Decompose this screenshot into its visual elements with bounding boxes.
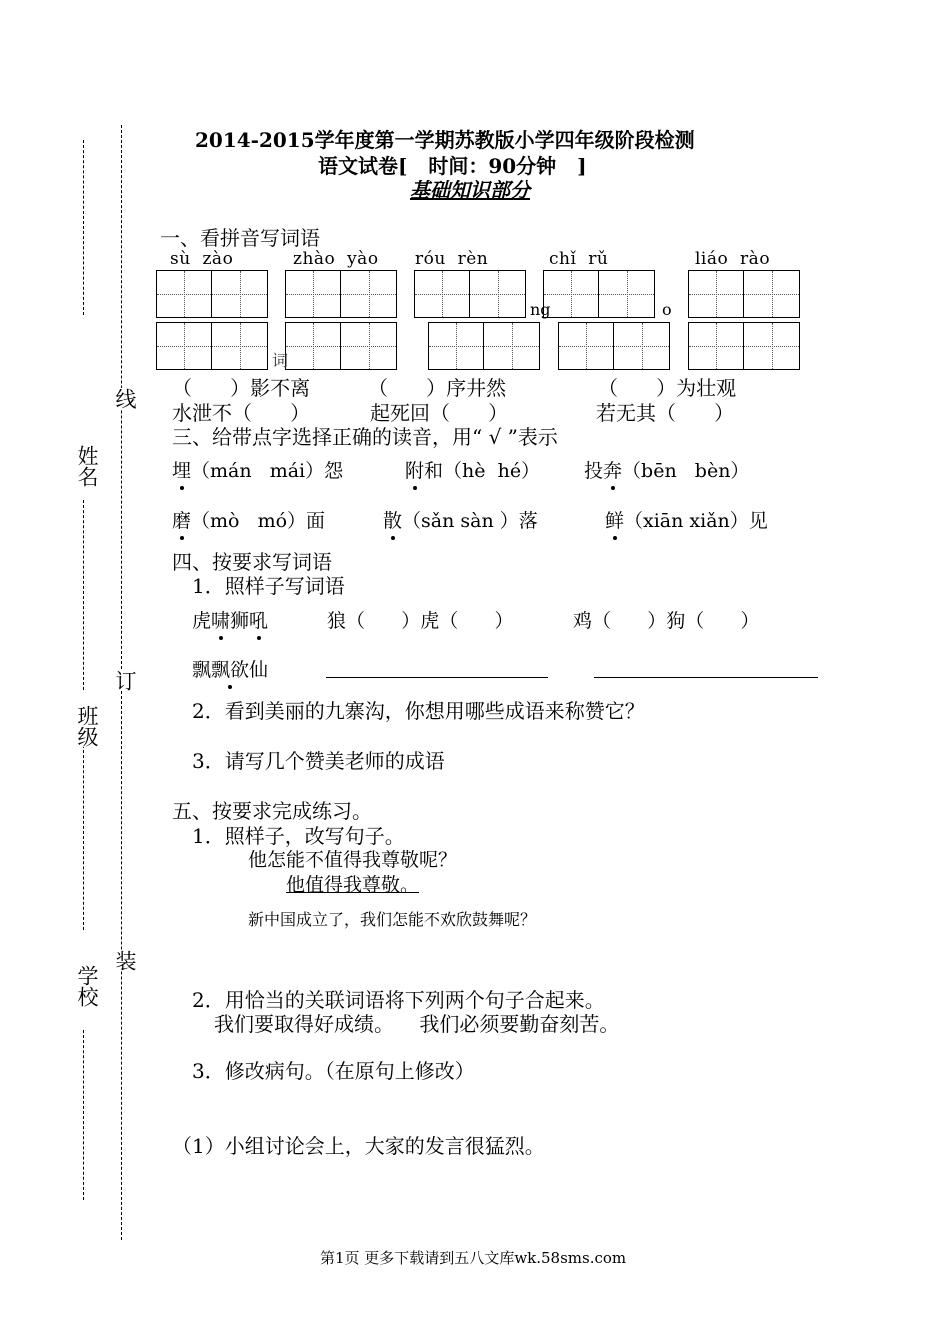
q5-sub2: 2．用恰当的关联词语将下列两个句子合起来。 xyxy=(192,988,605,1012)
q5-task: 新中国成立了，我们怎能不欢欣鼓舞呢？ xyxy=(248,910,537,929)
dotted-char: 埋 xyxy=(172,456,191,483)
dotted-char: 磨 xyxy=(172,506,191,533)
school-label: 学校 xyxy=(72,965,102,1007)
q5-example-answer: 他值得我尊敬。 xyxy=(286,874,420,896)
q3-item: 散（sǎn sàn ）落 xyxy=(383,506,538,533)
q2-item: （ ）序井然 xyxy=(368,376,507,400)
section-heading: 基础知识部分 xyxy=(410,178,530,202)
writing-grid[interactable] xyxy=(688,270,800,318)
q4-sub1: 1．照样子写词语 xyxy=(192,574,345,598)
binding-zhuang-char: 装 xyxy=(110,950,140,971)
q3-item: 鲜（xiān xiǎn）见 xyxy=(605,506,768,533)
q4-example2: 飘飘欲仙 xyxy=(192,655,268,682)
q5-sub1: 1．照样子，改写句子。 xyxy=(192,824,405,848)
q5-sub3: 3．修改病句。（在原句上修改） xyxy=(192,1059,475,1083)
answer-line[interactable] xyxy=(594,677,818,678)
dotted-char: 鲜 xyxy=(605,506,624,533)
writing-grid[interactable] xyxy=(543,270,655,318)
q4-heading: 四、按要求写词语 xyxy=(172,550,332,574)
q4-blank-2: 鸡（ ）狗（ ） xyxy=(573,610,760,632)
stray-text: ng xyxy=(530,300,551,319)
q1-pinyin-3: róu rèn xyxy=(415,249,489,269)
dotted-char: 散 xyxy=(383,506,402,533)
answer-line[interactable] xyxy=(326,677,548,678)
binding-dashed-line-left xyxy=(83,1030,84,1200)
q5-heading: 五、按要求完成练习。 xyxy=(172,799,372,823)
binding-dashed-line-left xyxy=(83,140,84,315)
q1-pinyin-2: zhào yào xyxy=(293,249,379,269)
name-label: 姓名 xyxy=(72,445,102,487)
q5-example-question: 他怎能不值得我尊敬呢？ xyxy=(248,849,458,871)
writing-grid[interactable] xyxy=(285,322,397,370)
page-footer: 第1页 更多下载请到五八文库wk.58sms.com xyxy=(320,1249,627,1267)
class-label: 班级 xyxy=(72,705,102,747)
q1-heading: 一、看拼音写词语 xyxy=(160,226,320,250)
q1-pinyin-1: sù zào xyxy=(170,249,234,269)
q3-item: 磨（mò mó）面 xyxy=(172,506,325,533)
dotted-char: 附 xyxy=(405,456,424,483)
writing-grid[interactable] xyxy=(285,270,397,318)
q3-item: 附和（hè hé） xyxy=(405,456,540,483)
dotted-char: 奔 xyxy=(603,456,622,483)
writing-grid[interactable] xyxy=(428,322,540,370)
q2-item: 若无其（ ） xyxy=(596,401,735,425)
binding-dashed-line-left xyxy=(83,500,84,690)
q1-pinyin-5: liáo rào xyxy=(695,249,771,269)
writing-grid[interactable] xyxy=(156,322,268,370)
writing-grid[interactable] xyxy=(414,270,526,318)
q5-sub3-item1: （1）小组讨论会上，大家的发言很猛烈。 xyxy=(172,1134,545,1158)
writing-grid[interactable] xyxy=(558,322,670,370)
q4-blank-1: 狼（ ）虎（ ） xyxy=(327,610,514,632)
q4-example1: 虎啸狮吼 xyxy=(192,606,268,633)
binding-dashed-line-left xyxy=(83,745,84,930)
binding-line-char: 线 xyxy=(110,388,140,409)
q2-item: 起死回（ ） xyxy=(370,401,509,425)
q1-pinyin-4: chǐ rǔ xyxy=(549,249,609,269)
q4-sub3: 3．请写几个赞美老师的成语 xyxy=(192,749,445,773)
stray-text: 词 xyxy=(272,351,289,370)
q3-heading: 三、给带点字选择正确的读音，用“ √ ”表示 xyxy=(172,425,558,449)
q2-item: 水泄不（ ） xyxy=(172,401,311,425)
q2-item: （ ）为壮观 xyxy=(598,376,737,400)
writing-grid[interactable] xyxy=(156,270,268,318)
q3-item: 埋（mán mái）怨 xyxy=(172,456,343,483)
page-title: 2014-2015学年度第一学期苏教版小学四年级阶段检测 xyxy=(195,128,695,152)
q2-item: （ ）影不离 xyxy=(172,376,311,400)
binding-ding-char: 订 xyxy=(110,670,140,691)
q4-sub2: 2．看到美丽的九寨沟，你想用哪些成语来称赞它？ xyxy=(192,699,645,723)
writing-grid[interactable] xyxy=(688,322,800,370)
q5-sub2-sentences: 我们要取得好成绩。 我们必须要勤奋刻苦。 xyxy=(214,1012,620,1036)
q3-item: 投奔（bēn bèn） xyxy=(584,456,749,483)
stray-text: o xyxy=(662,300,672,319)
page-subtitle: 语文试卷[ 时间：90分钟 ] xyxy=(318,154,587,178)
